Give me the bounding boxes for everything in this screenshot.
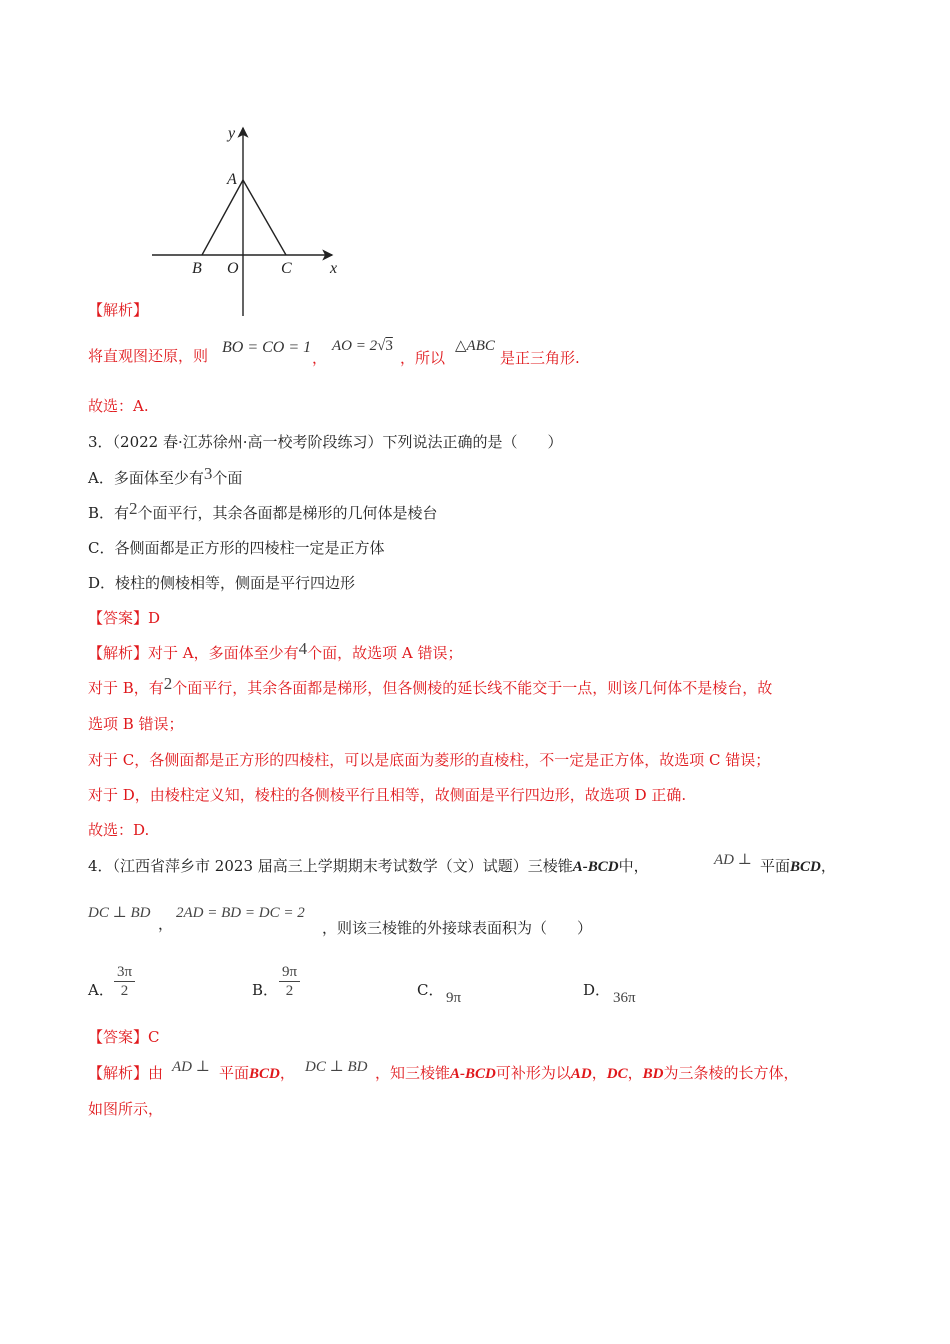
q3-option-d: D．棱柱的侧棱相等，侧面是平行四边形 xyxy=(88,574,356,592)
q3-answer: 【答案】D xyxy=(88,609,161,627)
q4-jiexi-1-eq: DC ⊥ BD xyxy=(305,1059,368,1075)
q4-jiexi-2: 如图所示， xyxy=(88,1100,164,1118)
section2-comma1: ， xyxy=(312,349,328,367)
q3-choice: 故选：D. xyxy=(88,821,150,839)
section2-choice: 故选：A. xyxy=(88,397,149,415)
q4-jiexi-1-post2: 为三条棱的长方体， xyxy=(663,1064,799,1082)
q4-jiexi-1-pre: 【解析】由 xyxy=(88,1064,164,1082)
q3-jiexi-1-num: 4 xyxy=(298,639,308,658)
section2-triangle: △ABC xyxy=(455,338,495,354)
q4-option-b-den: 2 xyxy=(285,983,294,999)
q3-option-a xyxy=(88,464,243,488)
q4-jiexi-1-bd: BD xyxy=(642,1066,664,1082)
q4-jiexi-1-c1: ， xyxy=(591,1064,607,1082)
q4-option-c-value: 9π xyxy=(446,990,462,1006)
q4-stem-perp: AD ⊥ xyxy=(714,852,752,868)
q4-jiexi-1-plane: 平面 xyxy=(219,1064,250,1082)
q3-jiexi-1-post: 个面，故选项 A 错误； xyxy=(307,644,463,662)
q3-option-b-num: 2 xyxy=(129,499,138,518)
q3-option-a-pre: A．多面体至少有 xyxy=(88,469,204,487)
q3-jiexi-2-num: 2 xyxy=(163,674,173,693)
q3-option-a-num: 3 xyxy=(203,464,213,483)
q4-stem-plane: 平面 xyxy=(760,857,791,875)
q3-jiexi-2-pre: 对于 B，有 xyxy=(88,679,164,697)
section2-comma2: ，所以 xyxy=(400,349,446,367)
q3-option-b-post: 个面平行，其余各面都是梯形的几何体是棱台 xyxy=(137,504,438,522)
q4-stem-pre: 4．（江西省萍乡市 2023 届高三上学期期末考试数学（文）试题）三棱锥 xyxy=(88,857,573,875)
q4-jiexi-1-comma: ， xyxy=(279,1064,295,1082)
q4-jiexi-1-post1: 可补形为以 xyxy=(495,1064,571,1082)
section2-line1-post: 是正三角形. xyxy=(500,349,580,367)
q3-jiexi-2 xyxy=(88,674,773,698)
q3-jiexi-5: 对于 D，由棱柱定义知，棱柱的各侧棱平行且相等，故侧面是平行四边形，故选项 D 正确. xyxy=(88,786,687,804)
q4-stem-bcd: BCD xyxy=(790,859,821,875)
q4-option-a-num: 3π xyxy=(114,963,135,982)
section2-line1-pre: 将直观图还原，则 xyxy=(88,347,209,365)
coordinate-figure xyxy=(150,122,350,322)
segment-ac xyxy=(243,180,286,255)
label-x: x xyxy=(330,260,338,277)
sqrt-symbol: √ xyxy=(377,338,386,354)
q4-jiexi-1-mid: ，知三棱锥 xyxy=(375,1064,451,1082)
q3-stem: 3．（2022 春·江苏徐州·高一校考阶段练习）下列说法正确的是（ ） xyxy=(88,433,563,451)
q3-jiexi-1 xyxy=(88,639,463,663)
q4-jiexi-1-plane-wrap xyxy=(219,1063,295,1084)
section2-eq2-root: 3 xyxy=(385,338,393,354)
section2-eq2 xyxy=(332,336,393,356)
q4-option-c-label: C． xyxy=(417,981,444,999)
label-b: B xyxy=(192,260,202,277)
q4-stem-tet: A-BCD xyxy=(572,859,619,875)
q4-jiexi-1-ad: AD xyxy=(570,1066,592,1082)
section2-eq2-left: AO = 2 xyxy=(332,338,378,354)
q3-option-b xyxy=(88,499,438,523)
q4-option-d-label: D． xyxy=(583,981,611,999)
q4-option-d-value: 36π xyxy=(613,990,636,1006)
label-y: y xyxy=(228,125,236,142)
q3-jiexi-1-pre: 【解析】对于 A，多面体至少有 xyxy=(88,644,299,662)
q4-stem-plane-wrap xyxy=(760,856,836,877)
q3-jiexi-4: 对于 C，各侧面都是正方形的四棱柱，可以是底面为菱形的直棱柱，不一定是正方体，故选项 C 错误； xyxy=(88,751,771,769)
q3-jiexi-2-post: 个面平行，其余各面都是梯形，但各侧棱的延长线不能交于一点，则该几何体不是棱台，故 xyxy=(172,679,773,697)
q4-stem xyxy=(88,856,649,877)
q3-jiexi-3: 选项 B 错误； xyxy=(88,715,184,733)
label-c: C xyxy=(281,260,292,277)
segment-ab xyxy=(202,180,243,255)
section2-line1 xyxy=(88,346,208,366)
q4-jiexi-1-perp: AD ⊥ xyxy=(172,1059,210,1075)
q4-option-a-frac xyxy=(114,963,135,1000)
q3-option-b-pre: B．有 xyxy=(88,504,130,522)
label-o: O xyxy=(227,260,239,277)
q4-answer: 【答案】C xyxy=(88,1028,160,1046)
q4-jiexi-1-rest xyxy=(375,1063,798,1084)
q4-jiexi-1-bcd: BCD xyxy=(249,1066,280,1082)
q4-jiexi-1-dc: DC xyxy=(606,1066,628,1082)
q3-option-a-post: 个面 xyxy=(212,469,243,487)
section2-jiexi-tag: 【解析】 xyxy=(88,301,149,319)
q4-option-b-label: B． xyxy=(252,981,279,999)
q4-option-b-num: 9π xyxy=(279,963,300,982)
q4-line2-post: ，则该三棱锥的外接球表面积为（ ） xyxy=(322,919,593,937)
q4-stem-mid: 中， xyxy=(618,857,649,875)
q3-option-c: C．各侧面都是正方形的四棱柱一定是正方体 xyxy=(88,539,385,557)
q4-option-a-den: 2 xyxy=(120,983,129,999)
q4-line2-eq2: 2AD = BD = DC = 2 xyxy=(176,905,305,921)
q4-jiexi-1-c2: ， xyxy=(627,1064,643,1082)
q4-option-a-label: A． xyxy=(88,981,114,999)
section2-eq1: BO = CO = 1 xyxy=(222,339,312,356)
q4-jiexi-1-tet: A-BCD xyxy=(450,1066,496,1082)
q4-stem-end: ， xyxy=(820,857,836,875)
q4-option-b-frac xyxy=(279,963,300,1000)
q4-line2-eq1: DC ⊥ BD xyxy=(88,905,151,921)
label-a: A xyxy=(227,171,237,188)
q4-line2-comma: ， xyxy=(158,915,174,933)
